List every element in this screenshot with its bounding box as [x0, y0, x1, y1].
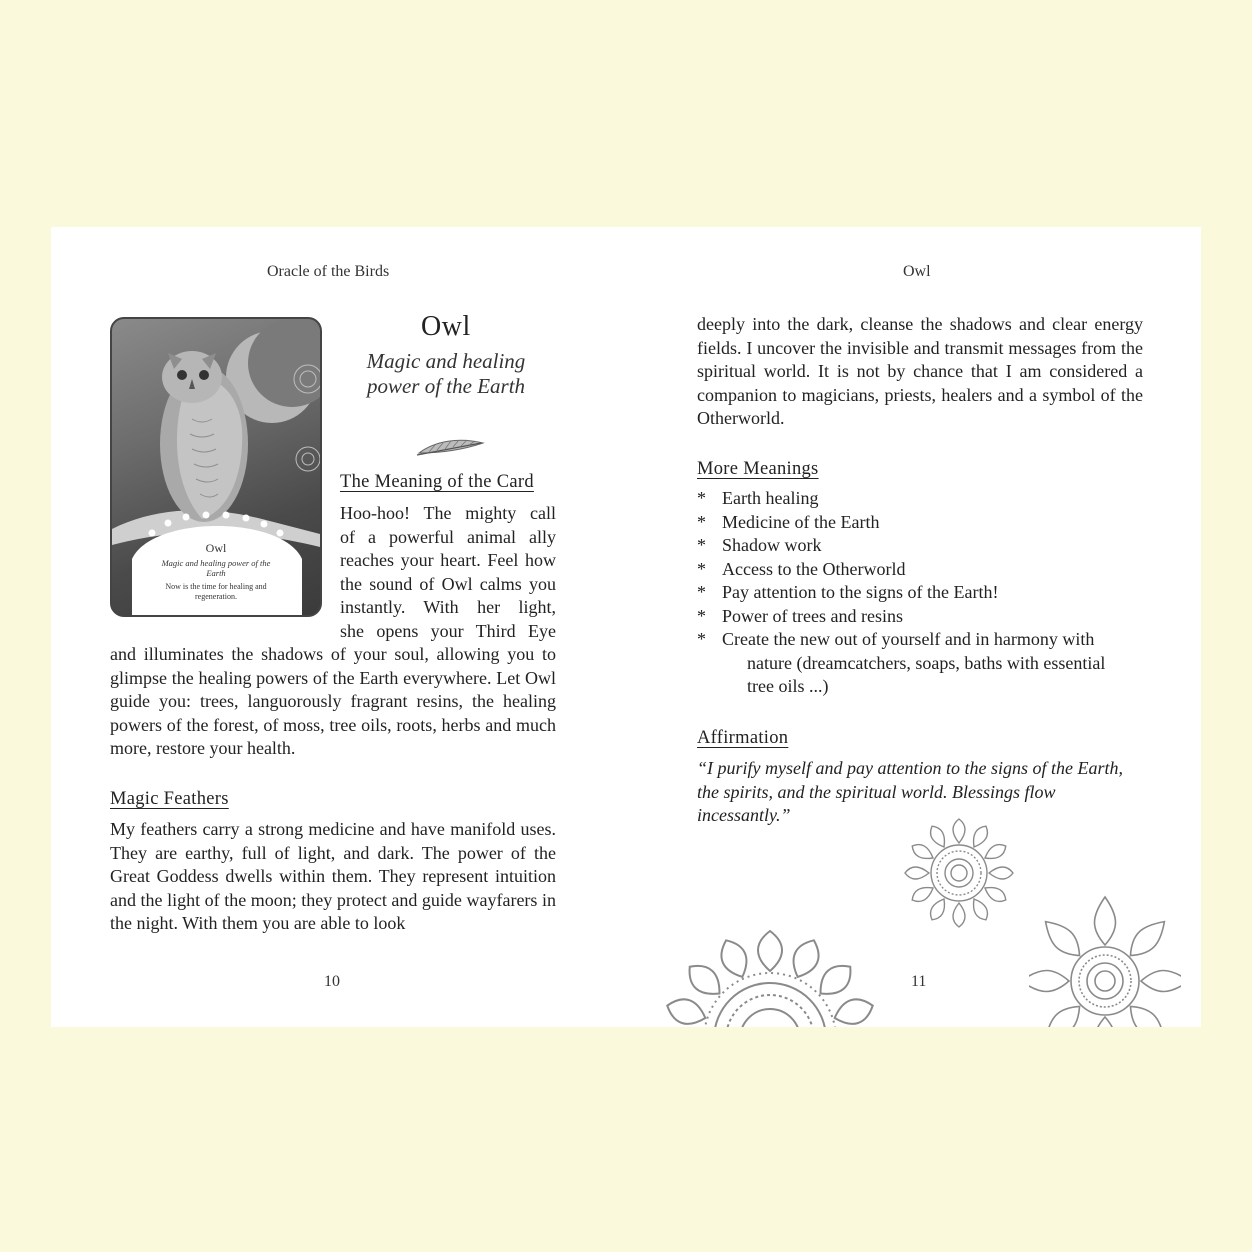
- card-title: Owl: [205, 541, 227, 555]
- right-running-head: Owl: [903, 263, 931, 280]
- list-item-continuation: tree oils ...): [747, 676, 829, 696]
- meaning-body: and illuminates the shadows of your soul, allowing you to glimpse the healing powers of the Earth everywhere. Let Owl guide you: trees, languorously fragrant resins, the healing powers of the forest, of moss, tree oils, roots, herbs and much more, restore your health.: [110, 644, 556, 758]
- mandala-large-icon: [655, 927, 885, 1027]
- feather-icon: [415, 435, 487, 459]
- list-item-text: Medicine of the Earth: [722, 511, 880, 532]
- list-item-text: Power of trees and resins: [722, 605, 903, 626]
- bullet-star: *: [697, 582, 706, 602]
- list-item-continuation: nature (dreamcatchers, soaps, baths with essential: [747, 652, 1106, 673]
- list-item: [697, 534, 1147, 558]
- book-spread: [51, 227, 1201, 1027]
- affirmation-heading: Affirmation: [697, 728, 789, 748]
- meaning-heading: The Meaning of the Card: [340, 472, 534, 492]
- right-page-number: 11: [911, 973, 927, 990]
- list-item: [697, 605, 1147, 629]
- bullet-star: *: [697, 511, 706, 532]
- card-subtitle-heading: [341, 349, 551, 399]
- meaning-line-5: instantly. With her light,: [340, 597, 556, 617]
- bullet-star: *: [697, 558, 706, 579]
- list-item: [697, 581, 1147, 605]
- owl-card-image: [110, 317, 322, 617]
- meaning-line-4: the sound of Owl calms you: [340, 573, 556, 594]
- card-subtitle: Magic and healing power of the Earth: [161, 558, 271, 578]
- list-item: [697, 558, 1147, 582]
- affirmation-quote: “I purify myself and pay attention to the signs of the Earth, the spirits, and the spiritual world. Blessings flow incessantly.”: [697, 758, 1123, 825]
- meaning-line-3: reaches your heart. Feel how: [340, 550, 556, 570]
- bullet-star: *: [697, 535, 706, 555]
- magic-feathers-body: My feathers carry a strong medicine and have manifold uses. They are earthy, full of light, and dark. The power of the Great Goddess dwells within them. They represent intuition and the light of the moon; they protect and guide wayfarers in the night. With them you are able to look: [110, 819, 556, 933]
- left-running-head: Oracle of the Birds: [267, 263, 390, 280]
- list-item: [697, 628, 1147, 699]
- meaning-intro: [340, 502, 556, 643]
- subtitle-line-2: power of the Earth: [366, 374, 526, 398]
- card-text: Now is the time for healing and regeneration.: [165, 582, 267, 601]
- list-item: [697, 511, 1147, 535]
- list-item-text: Shadow work: [722, 535, 822, 555]
- left-page-number: 10: [324, 973, 340, 990]
- list-item: [697, 487, 1147, 511]
- mandala-corner-icon: [1029, 895, 1181, 1027]
- card-caption: [112, 523, 320, 615]
- bullet-star: *: [697, 488, 706, 508]
- magic-feathers-heading: Magic Feathers: [110, 789, 229, 809]
- list-item-text: Pay attention to the signs of the Earth!: [722, 582, 999, 602]
- bullet-star: *: [697, 629, 706, 649]
- subtitle-line-1: Magic and healing: [366, 349, 526, 373]
- list-item-text: Earth healing: [722, 488, 819, 508]
- more-meanings-list: [697, 487, 1147, 699]
- meaning-line-2: of a powerful animal ally: [340, 526, 556, 547]
- meaning-line-1: Hoo-hoo! The mighty call: [340, 503, 556, 523]
- more-meanings-heading: More Meanings: [697, 459, 819, 479]
- card-name-title: Owl: [421, 311, 471, 342]
- list-item-text: Create the new out of yourself and in harmony with: [722, 629, 1095, 649]
- mandala-icon: [903, 817, 1015, 929]
- continuation-text: deeply into the dark, cleanse the shadows and clear energy fields. I uncover the invisible and transmit messages from the spiritual world. It is not by chance that I am considered a companion to magicians, priests, healers and a symbol of the Otherworld.: [697, 314, 1143, 428]
- bullet-star: *: [697, 605, 706, 626]
- list-item-text: Access to the Otherworld: [722, 558, 906, 579]
- meaning-line-6: she opens your Third Eye: [340, 620, 556, 641]
